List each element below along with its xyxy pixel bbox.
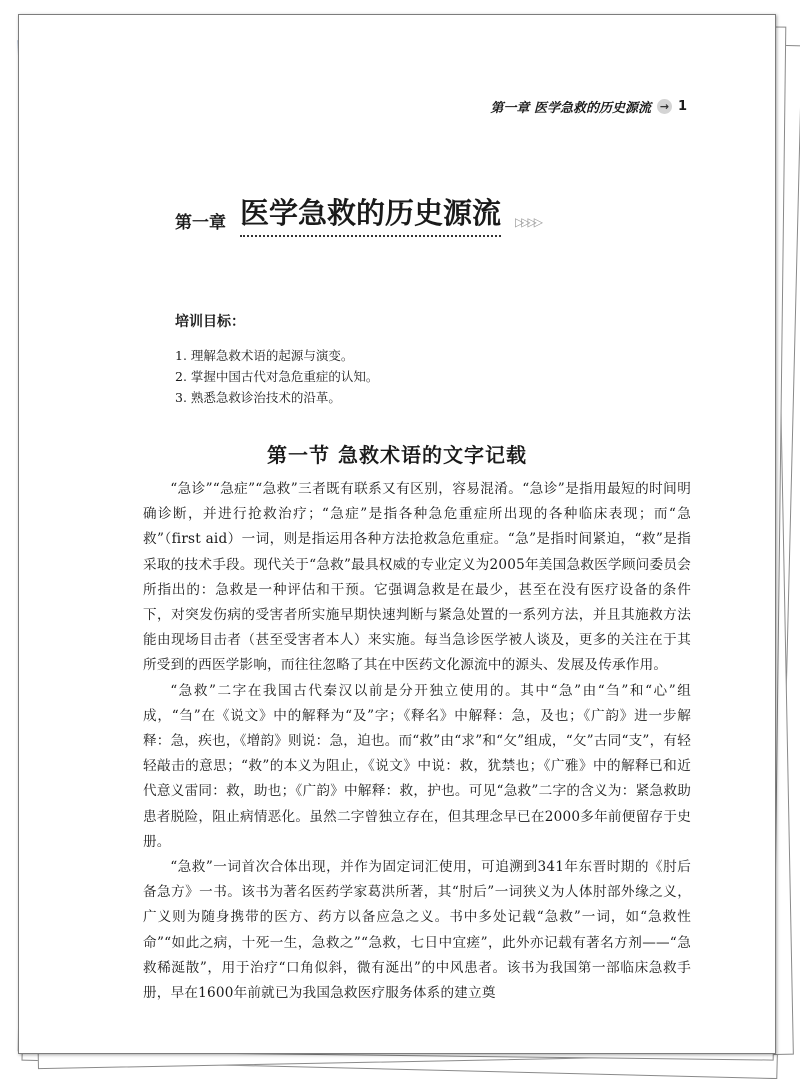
objective-item: 1. 理解急救术语的起源与演变。 bbox=[175, 348, 354, 363]
objectives-title: 培训目标： bbox=[175, 314, 245, 330]
book-page bbox=[18, 14, 776, 1054]
objective-item: 3. 熟悉急救诊治技术的沿革。 bbox=[175, 390, 341, 405]
page-number: 1 bbox=[677, 99, 687, 114]
running-title: 第一章 医学急救的历史源流 bbox=[490, 101, 651, 116]
running-header bbox=[490, 97, 687, 116]
section-title: 第一节 急救术语的文字记载 bbox=[267, 443, 527, 467]
chapter-title: 医学急救的历史源流 bbox=[240, 191, 501, 237]
paragraph: “急救”一词首次合体出现，并作为固定词汇使用，可追溯到341年东晋时期的《肘后备急方》一书。该书为著名医药学家葛洪所著，其“肘后”一词狭义为人体肘部外缘之义，广义则为随身携带的医方、药方以备应急之义。书中多处记载“急救”一词，如“急救性命”“如此之病，十死一生，急救之”“急救，七日中宜瘥”，此外亦记载有著名方剂——“急救稀涎散”，用于治疗“口角似斜，微有涎出”的中风患者。该书为我国第一部临床急救手册，早在1600年前就已为我国急救医疗服务体系的建立奠 bbox=[143, 859, 691, 1002]
paragraph: “急救”二字在我国古代秦汉以前是分开独立使用的。其中“急”由“刍”和“心”组成，“刍”在《说文》中的解释为“及”字；《释名》中解释：急，及也；《广韵》进一步解释：急，疾也，《增韵》则说：急，迫也。而“救”由“求”和“攵”组成，“攵”古同“支”，有轻轻敲击的意思；“救”的本义为阻止，《说文》中说：救，犹禁也；《广雅》中的解释已和近代意义雷同：救，助也；《广韵》中解释：救，护也。可见“急救”二字的含义为：紧急救助患者脱险，阻止病情恶化。虽然二字曾独立存在，但其理念早已在2000多年前便留存于史册。 bbox=[143, 682, 691, 850]
body-text bbox=[143, 477, 691, 1006]
chapter-label: 第一章 bbox=[175, 213, 226, 233]
objective-item: 2. 掌握中国古代对急危重症的认知。 bbox=[175, 369, 379, 384]
objectives-list bbox=[175, 345, 378, 408]
arrow-icon: → bbox=[657, 99, 672, 114]
paragraph: “急诊”“急症”“急救”三者既有联系又有区别，容易混淆。“急诊”是指用最短的时间明确诊断，并进行抢救治疗；“急症”是指各种急危重症所出现的各种临床表现；而“急救”（first aid）一词，则是指运用各种方法抢救急危重症。“急”是指时间紧迫，“救”是指采取的技术手段。现代关于“急救”最具权威的专业定义为2005年美国急救医学顾问委员会所指出的：急救是一种评估和干预。它强调急救是在最少，甚至在没有医疗设备的条件下，对突发伤病的受害者所实施早期快速判断与紧急处置的一系列方法，并且其施救方法能由现场目击者（甚至受害者本人）来实施。每当急诊医学被人谈及，更多的关注在于其所受到的西医学影响，而往往忽略了其在中医药文化源流中的源头、发展及传承作用。 bbox=[143, 481, 691, 674]
triangle-deco-icon: ▷▷▷▷ bbox=[515, 215, 540, 229]
chapter-heading bbox=[175, 191, 540, 237]
